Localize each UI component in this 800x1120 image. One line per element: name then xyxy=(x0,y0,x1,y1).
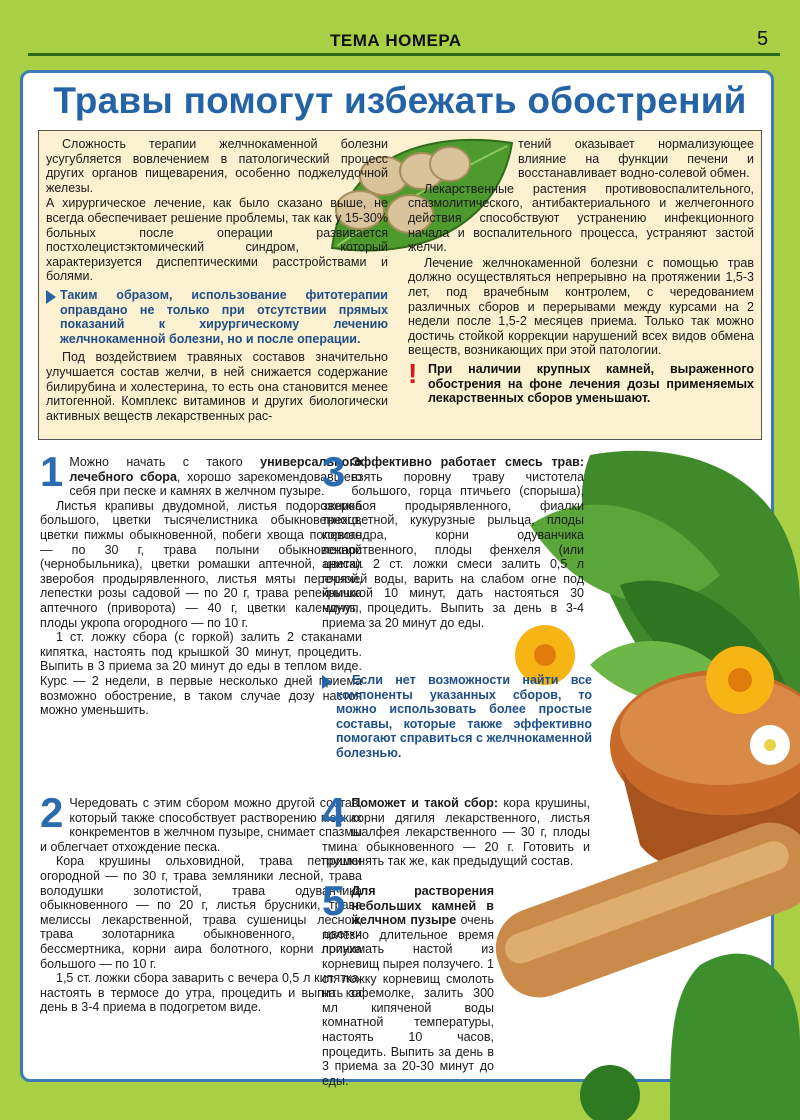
page-header xyxy=(0,0,800,58)
note-text xyxy=(322,673,592,761)
intro-right-column xyxy=(408,137,754,410)
intro-paragraph: Сложность терапии желчнокаменной болезни усугубляется вовлечением в патологический процесс других органов пищеварения, особенно поджелудочной железы. xyxy=(46,137,388,195)
recipe-number: 5 xyxy=(322,877,346,924)
recipe-number: 4 xyxy=(322,789,346,836)
page-number: 5 xyxy=(757,28,769,50)
intro-highlight-text: Таким образом, использование фитотерапии оправдано не только при отсутствии прямых показаний к хирургическому лечению желчнокаменной болезни, но и после операции. xyxy=(60,287,388,346)
intro-left-column xyxy=(46,137,388,424)
intro-paragraph: Под воздействием травяных составов значительно улучшается состав желчи, в ней снижается содержание билирубина и холестерина, то есть она становится менее литогенной. Комплекс витаминов и других биологически активных веществ лекарственных рас- xyxy=(46,350,388,423)
arrow-icon xyxy=(46,290,56,304)
recipe-2-lead xyxy=(40,789,362,854)
recipe-number: 1 xyxy=(40,448,64,495)
recipe-3-body: взять поровну траву чистотела большого, горца птичьего (спорыша), зверобоя продырявленного, фиалки трехцветной, кукурузные рыльца, плоды кориандра, корни одуванчика лекарственного, плоды фенхеля (или аниса). 2 ст. ложки смеси залить 0,5 л горячей воды, варить на слабом огне под крышкой 10 минут, дать настояться 30 минут, процедить. Выпить за день в 3-4 приема за 20 минут до еды. xyxy=(322,469,584,630)
section-title: ТЕМА НОМЕРА xyxy=(330,31,462,50)
recipe-1 xyxy=(40,448,363,718)
recipe-4 xyxy=(322,789,590,869)
intro-paragraph: Лечение желчнокаменной болезни с помощью трав должно осуществляться непрерывно на протяжении 1,5-3 лет, под врачебным контролем, с чередованием различных сборов и перерывами между курсами на 2 недели после 1,5-2 месяцев приема. Только так можно достичь стойкой коррекции нарушений всех видов обмена веществ, возникающих при этой патологии. xyxy=(408,255,754,358)
recipe-4-body: кора крушины, корни дягиля лекарственного, листья шалфея лекарственного — 30 г, плоды тмина обыкновенного — 20 г. Готовить и применять так же, как предыдущий состав. xyxy=(322,796,590,869)
recipe-5-lead-bold: Для растворения небольших камней в желчном пузыре xyxy=(351,884,494,928)
arrow-icon xyxy=(322,675,332,689)
article-title: Травы помогут избежать обострений xyxy=(53,80,747,121)
recipe-1-lead xyxy=(40,448,363,499)
exclamation-icon: ! xyxy=(408,357,418,389)
recipe-number: 3 xyxy=(322,448,346,495)
recipe-4-lead-bold: Поможет и такой сбор: xyxy=(351,796,499,810)
recipe-2-instructions: 1,5 ст. ложки сбора заварить с вечера 0,5 л кипятка, настоять в термосе до утра, процедить и выпить за день в 3-4 приема в подогретом виде. xyxy=(40,971,362,1015)
recipe-1-instructions: 1 ст. ложку сбора (с горкой) залить 2 стаканами кипятка, настоять под крышкой 30 минут, процедить. Выпить в 3 приема за 20 минут до еды в теплом виде. Курс — 2 недели, в первые несколько дней приема возможно обострение, в таком случае дозу настоя можно уменьшить. xyxy=(40,630,362,718)
recipe-3-text xyxy=(322,448,584,630)
simple-recipes-note xyxy=(322,673,592,761)
intro-paragraph: А хирургическое лечение, как было сказано выше, не всегда обеспечивает решение проблемы, так как у 15-30% больных после операции развивается постхолецистэктомический синдром, который характеризуется диспептическими расстройствами и болями. xyxy=(46,196,388,284)
recipe-4-text xyxy=(322,789,590,869)
intro-highlight xyxy=(46,288,388,346)
recipe-3 xyxy=(322,448,584,630)
recipe-3-lead-bold: Эффективно работает смесь трав: xyxy=(351,455,584,469)
intro-warning xyxy=(408,357,754,406)
recipe-2-lead-text: Чередовать с этим сбором можно другой состав, который также способствует растворению мелких конкрементов в желчном пузыре, снимает спазмы и облегчает отхождение песка. xyxy=(40,796,362,854)
intro-paragraph: тений оказывает нормализующее влияние на функции печени и восстанавливает водно-солевой обмен. xyxy=(518,137,754,181)
recipe-number: 2 xyxy=(40,789,64,836)
recipe-2-ingredients: Кора крушины ольховидной, трава петрушки огородной — по 30 г, трава земляники лесной, трава володушки золотистой, трава одуванчика обыкновенного — по 20 г, листья брусники, трава мелиссы лекарственной, трава сушеницы лесной, трава золотарника обыкновенного, цветки бессмертника, корни аира болотного, корни лопуха большого — по 10 г. xyxy=(40,854,362,971)
recipe-5-body: очень полезно длительное время принимать настой из корневищ пырея ползучего. 1 ст. ложку корневищ смолоть на кофемолке, залить 300 мл кипяченой воды комнатной температуры, настоять 10 часов, процедить. Выпить за день в 3 приема за 20-30 минут до еды. xyxy=(322,913,495,1088)
header-rule xyxy=(28,53,780,56)
recipe-5-text xyxy=(322,877,495,1088)
recipe-5 xyxy=(322,877,495,1088)
recipe-1-ingredients: Листья крапивы двудомной, листья подорожника большого, цветки тысячелистника обыкновенного, цветки пижмы обыкновенной, побеги хвоща полевого — по 30 г, трава полыни обыкновенной (чернобыльника), цветки ромашки аптечной, цветки зверобоя продырявленного, листья мяты перечной, лепестки розы садовой — по 20 г, трава репейничка аптечного (приворота) — 40 г, цветки календулы, плоды укропа огородного — по 10 г. xyxy=(40,498,362,630)
note-body: Если нет возможности найти все компоненты указанных сборов, то можно использовать более простые составы, которые также эффективно помогают справиться с желчнокаменной болезнью. xyxy=(336,673,592,760)
intro-paragraph: Лекарственные растения противовоспалительного, спазмолитического, антибактериального и желчегонного действия способствуют устранению инфекционного начала и воспалительного процесса, устраняют застой желчи. xyxy=(408,181,754,255)
recipe-2 xyxy=(40,789,362,1015)
recipe-1-lead-text: Можно начать с такого xyxy=(69,455,261,469)
recipe-1-lead-bold: универсального лечебного сбора xyxy=(69,455,362,484)
recipe-1-lead-tail: , хорошо зарекомендовавшего себя при песке и камнях в желчном пузыре. xyxy=(69,469,363,499)
intro-warning-text: При наличии крупных камней, выраженного обострения на фоне лечения дозы применяемых лекарственных сборов уменьшают. xyxy=(428,361,754,406)
